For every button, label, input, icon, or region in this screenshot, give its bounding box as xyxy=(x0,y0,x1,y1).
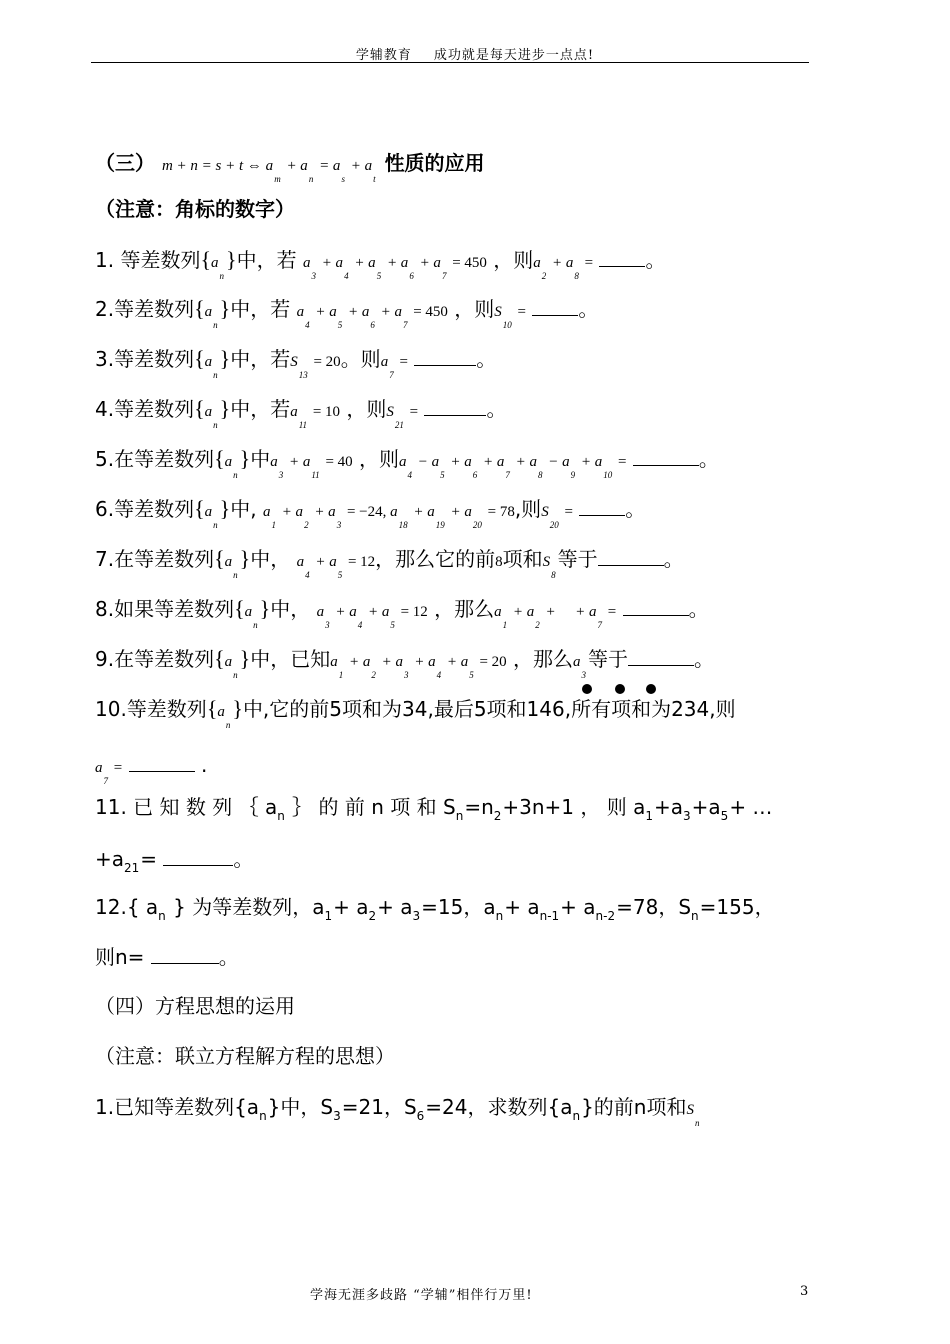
problem-3: 3.等差数列$\{a_n\}$中，若$S_{13} = 20$。则$a_7$ = 。 xyxy=(95,346,497,380)
section3-note: （注意：角标的数字） xyxy=(95,197,295,221)
problem-5: 5.在等差数列$\{a_n\}$中$a_3 + a_{11} = 40$ ，则$a_4 - a_5 + a_6 + a_7 + a_8 - a_9 + a_{10}$ = 。 xyxy=(95,446,719,480)
problem-6: 6.等差数列$\{a_n\}$中, $a_1 + a_2 + a_3 = -24$, $a_{18} + a_{19} + a_{20} = 78$,则$S_{20}$ = 。 xyxy=(95,496,646,530)
footer-text: 学海无涯多歧路 “学辅”相伴行万里! xyxy=(310,1288,533,1303)
header-divider xyxy=(91,62,809,63)
section4-question-1: 1.已知等差数列$\{a_n\}$中，$S_3=21$，$S_6=24$，求数列$\{a_n\}$的前n项和$S_n$ xyxy=(95,1095,700,1128)
problem-9: 9.在等差数列$\{a_n\}$中，已知$a_1 + a_2 + a_3 + a_4 + a_5 = 20$ ，那么$a_3$等于 。 xyxy=(95,646,715,680)
header-left: 学辅教育 xyxy=(355,48,412,63)
problem-7: 7.在等差数列$\{a_n\}$中， $a_4 + a_5 = 12$，那么它的前8项和$S_8$等于 。 xyxy=(95,546,684,580)
page-header xyxy=(0,44,950,63)
problem-1: 1. 等差数列$\{a_n\}$中，若 $a_3 + a_4 + a_5 + a_6 + a_7 = 450$ ，则$a_2 + a_8$ = 。 xyxy=(95,247,666,281)
problem-10: 10.等差数列$\{a_n\}$中,它的前5项和为34,最后5项和146,所有项和为234,则 xyxy=(95,696,736,730)
dot-2 xyxy=(615,684,625,694)
section3-title: （三） m + n = s + t ⇔ $a_m + a_n = a_s + a_t$ 性质的应用 xyxy=(95,151,485,184)
formula-property: m + n = s + t ⇔ $a_m + a_n = a_s + a_t$ xyxy=(161,158,376,184)
problem-12-line2: 则n= 。 xyxy=(95,945,239,969)
problem-10-answer: $a_7$ = . xyxy=(95,753,208,786)
problem-8: 8.如果等差数列$\{a_n\}$中， $a_3 + a_4 + a_5 = 12$ ，那么$a_1 + a_2$ + + $a_7$ = 。 xyxy=(95,596,709,630)
problem-11-line2: $+a_{21}=$ 。 xyxy=(95,847,254,875)
dot-1 xyxy=(582,684,592,694)
problem-11: 11. 已 知 数 列 ｛ $a_n$ ｝ 的 前 n 项 和 $S_n=n_2+3n+1$ ， 则 $a_1+a_3+a_5+$ … xyxy=(95,795,773,823)
section4-title: （四）方程思想的运用 xyxy=(95,994,295,1018)
problem-12: 12.{ $a_n$ } 为等差数列，$a_1+ a_2+ a_3=15$，$a_n+ a_{n-1}+ a_{n-2}=78$，$S_n=155$， xyxy=(95,895,775,923)
problem-2: 2.等差数列$\{a_n\}$中，若 $a_4 + a_5 + a_6 + a_7 = 450$ ，则$S_{10}$ = 。 xyxy=(95,296,599,330)
page-number: 3 xyxy=(800,1284,809,1299)
dot-3 xyxy=(646,684,656,694)
section4-note: （注意：联立方程解方程的思想） xyxy=(95,1044,395,1068)
header-right: 成功就是每天进步一点点! xyxy=(433,48,595,63)
problem-4: 4.等差数列$\{a_n\}$中，若$a_{11} = 10$ ，则$S_{21}$ = 。 xyxy=(95,396,507,430)
